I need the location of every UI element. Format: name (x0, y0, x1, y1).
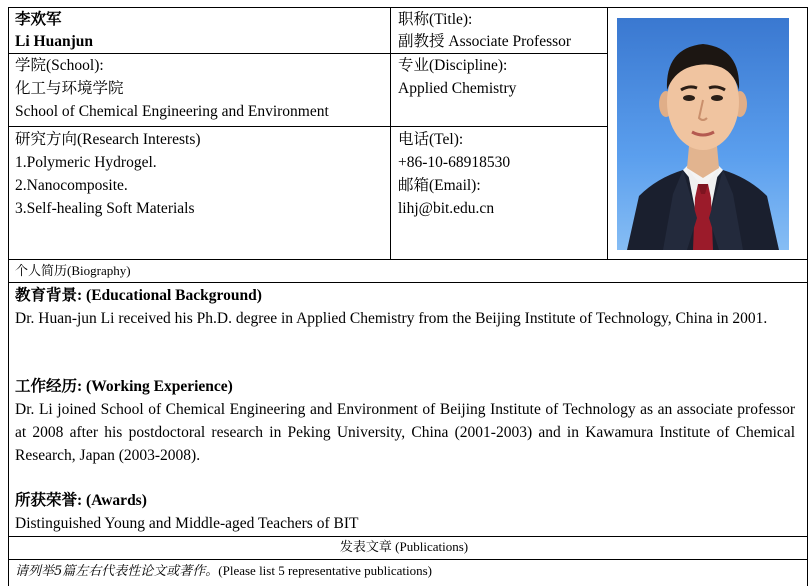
education-text: Dr. Huan-jun Li received his Ph.D. degree in Applied Chemistry from the Beijing Institute of Technology, China in 2001. (15, 310, 768, 327)
divider-col1 (390, 7, 391, 259)
research-item: 1.Polymeric Hydrogel. (15, 154, 157, 171)
tel-label: 电话(Tel): (398, 131, 464, 148)
border-left (8, 7, 9, 586)
research-item: 2.Nanocomposite. (15, 177, 128, 194)
email-value[interactable]: lihj@bit.edu.cn (398, 200, 495, 217)
work-heading: 工作经历: (Working Experience) (15, 378, 233, 395)
divider-col2 (607, 7, 608, 259)
discipline-value: Applied Chemistry (398, 80, 517, 97)
portrait-illustration (617, 18, 789, 250)
discipline-label: 专业(Discipline): (398, 57, 508, 74)
title-value: 副教授 Associate Professor (398, 33, 572, 50)
divider-bio-header-bottom (8, 282, 808, 283)
title-label: 职称(Title): (398, 11, 473, 28)
school-label: 学院(School): (15, 57, 104, 74)
divider-publications-bottom (8, 559, 808, 560)
awards-text: Distinguished Young and Middle-aged Teachers of BIT (15, 515, 359, 532)
portrait-photo (617, 18, 789, 250)
name-cn: 李欢军 (15, 11, 62, 28)
education-heading: 教育背景: (Educational Background) (15, 287, 262, 304)
school-en: School of Chemical Engineering and Environment (15, 103, 329, 120)
publications-header: 发表文章 (Publications) (339, 539, 469, 554)
research-label: 研究方向(Research Interests) (15, 131, 201, 148)
publications-instruction-en: (Please list 5 representative publications) (218, 563, 432, 578)
school-cn: 化工与环境学院 (15, 80, 124, 97)
email-label: 邮箱(Email): (398, 177, 481, 194)
divider-bio-header-top (8, 259, 808, 260)
work-text: Dr. Li joined School of Chemical Engineering and Environment of Beijing Institute of Technology as an associate professor at 2008 after his postdoctoral research in Peking University, China (2001-2003) and in Kawamura Institute of Chemical Research, Japan (2003-2008). (15, 401, 795, 464)
biography-header: 个人简历(Biography) (15, 263, 131, 278)
publications-instruction-cn: 请列举5篇左右代表性论文或著作。 (15, 564, 219, 579)
tel-value: +86-10-68918530 (398, 154, 511, 171)
divider-publications-top (8, 536, 808, 537)
publications-instruction (15, 562, 432, 581)
research-item: 3.Self-healing Soft Materials (15, 200, 195, 217)
name-en: Li Huanjun (15, 33, 93, 50)
divider-school-research (8, 126, 607, 127)
awards-heading: 所获荣誉: (Awards) (15, 492, 147, 509)
